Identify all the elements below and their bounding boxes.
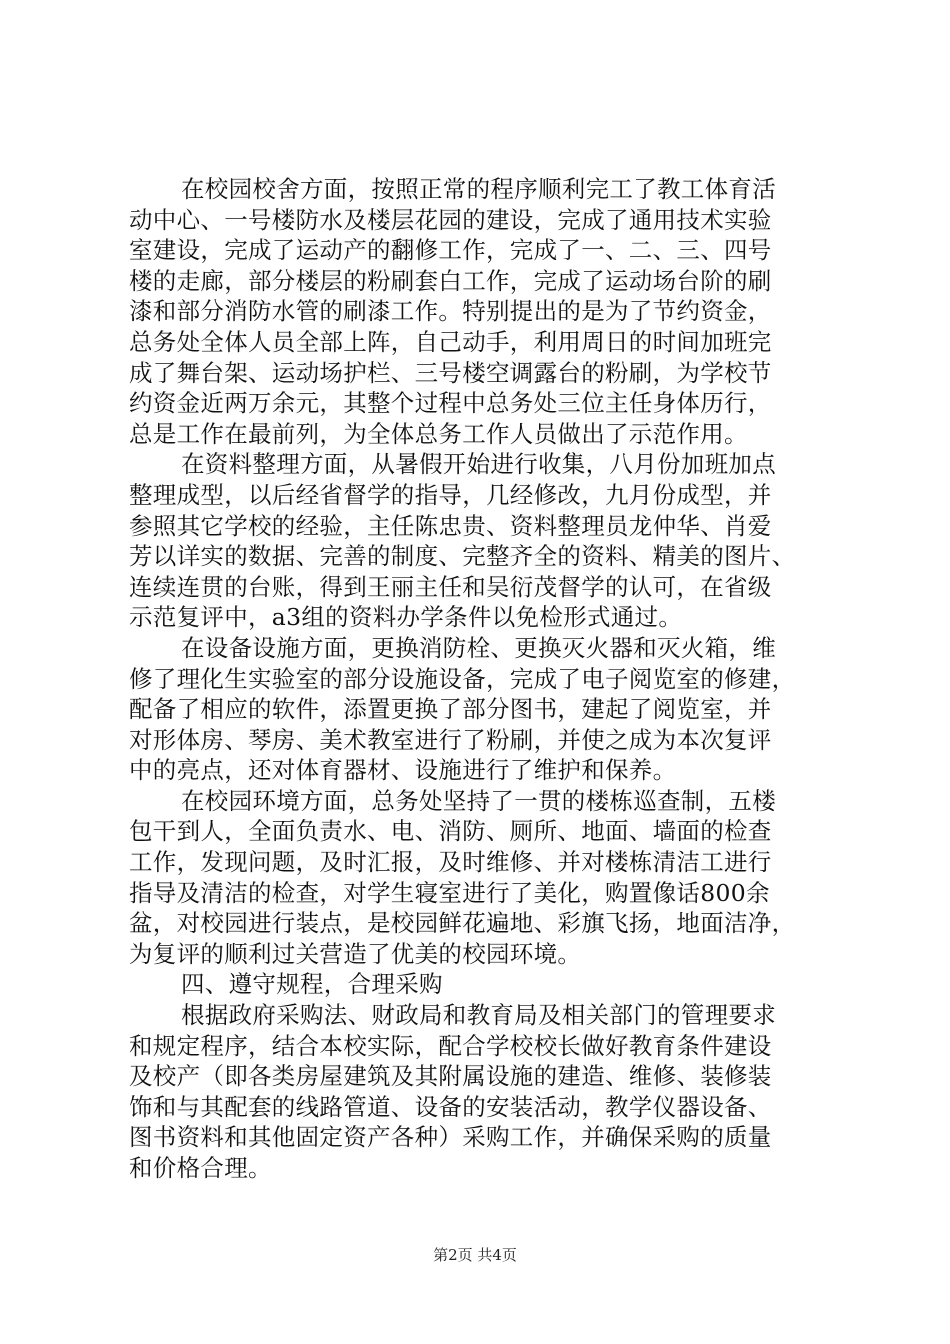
text-line: 盆，对校园进行装点，是校园鲜花遍地、彩旗飞扬，地面洁净，: [129, 909, 796, 938]
text-line: 根据政府采购法、财政局和教育局及相关部门的管理要求: [181, 1001, 776, 1030]
text-line: 饰和与其配套的线路管道、设备的安装活动，教学仪器设备、: [129, 1092, 772, 1121]
text-line: 配备了相应的软件，添置更换了部分图书，建起了阅览室，并: [129, 695, 772, 724]
text-line: 和价格合理。: [129, 1154, 272, 1182]
text-line: 包干到人，全面负责水、电、消防、厕所、地面、墙面的检查: [129, 817, 772, 846]
text-line: 整理成型，以后经省督学的指导，几经修改，九月份成型，并: [129, 480, 772, 509]
text-line: 在校园校舍方面，按照正常的程序顺利完工了教工体育活: [181, 175, 776, 203]
text-line: 修了理化生实验室的部分设施设备，完成了电子阅览室的修建，: [129, 664, 796, 693]
text-line: 和规定程序，结合本校实际，配合学校校长做好教育条件建设: [129, 1031, 772, 1060]
page-footer: 第2页 共4页: [433, 1246, 517, 1264]
text-line: 动中心、一号楼防水及楼层花园的建设，完成了通用技术实验: [129, 205, 772, 234]
text-line: 对形体房、琴房、美术教室进行了粉刷，并使之成为本次复评: [129, 725, 772, 754]
text-line: 总务处全体人员全部上阵，自己动手，利用周日的时间加班完: [129, 327, 772, 356]
text-line: 总是工作在最前列，为全体总务工作人员做出了示范作用。: [129, 419, 748, 448]
text-line: 在资料整理方面，从暑假开始进行收集，八月份加班加点: [181, 450, 776, 479]
text-line: 漆和部分消防水管的刷漆工作。特别提出的是为了节约资金，: [129, 297, 772, 326]
text-line: 楼的走廊，部分楼层的粉刷套白工作，完成了运动场台阶的刷: [129, 266, 772, 295]
text-line: 参照其它学校的经验，主任陈忠贵、资料整理员龙仲华、肖爱: [129, 511, 772, 540]
text-line: 室建设，完成了运动产的翻修工作，完成了一、二、三、四号: [129, 236, 772, 265]
text-line: 指导及清洁的检查，对学生寝室进行了美化，购置像话800余: [129, 878, 770, 907]
text-line: 在设备设施方面，更换消防栓、更换灭火器和灭火箱，维: [181, 633, 776, 662]
text-line: 及校产（即各类房屋建筑及其附属设施的建造、维修、装修装: [129, 1062, 772, 1091]
text-line: 示范复评中，a3组的资料办学条件以免检形式通过。: [129, 603, 683, 632]
text-line: 连续连贯的台账，得到王丽主任和吴衍茂督学的认可，在省级: [129, 572, 772, 601]
text-line: 中的亮点，还对体育器材、设施进行了维护和保养。: [129, 756, 677, 785]
text-line: 为复评的顺利过关营造了优美的校园环境。: [129, 939, 582, 968]
text-line: 四、遵守规程，合理采购: [181, 970, 443, 999]
text-line: 图书资料和其他固定资产各种）采购工作，并确保采购的质量: [129, 1123, 772, 1152]
text-line: 约资金近两万余元，其整个过程中总务处三位主任身体历行，: [129, 389, 772, 418]
text-line: 芳以详实的数据、完善的制度、完整齐全的资料、精美的图片、: [129, 542, 796, 571]
text-line: 在校园环境方面，总务处坚持了一贯的楼栋巡查制，五楼: [181, 786, 776, 815]
text-line: 成了舞台架、运动场护栏、三号楼空调露台的粉刷，为学校节: [129, 358, 772, 387]
text-line: 工作，发现问题，及时汇报，及时维修、并对楼栋清洁工进行: [129, 848, 772, 877]
document-body: [129, 174, 834, 1184]
